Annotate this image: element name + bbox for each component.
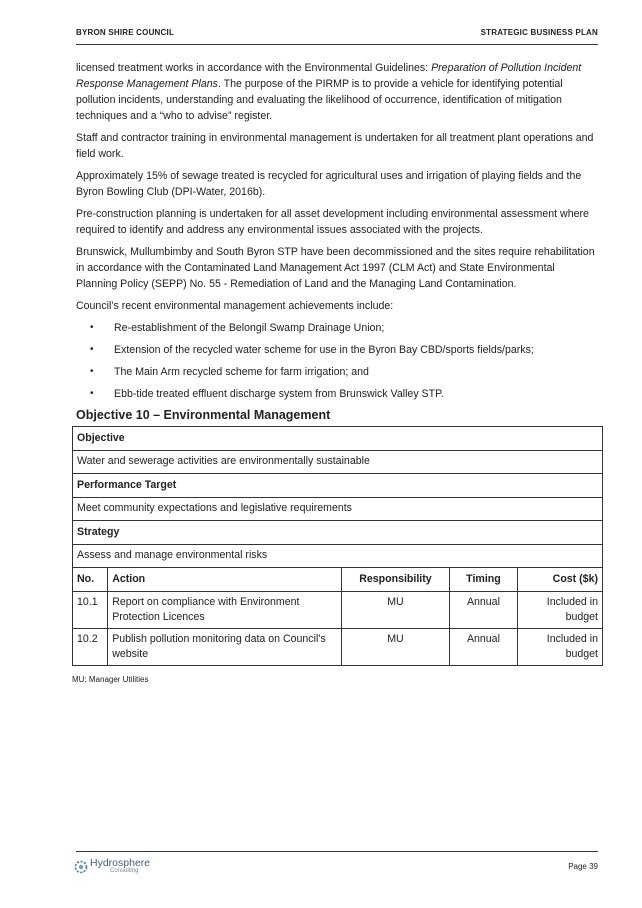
cell-responsibility: MU: [342, 592, 450, 629]
column-header-action: Action: [108, 568, 342, 592]
table-row: [73, 545, 603, 568]
paragraph-pirmp-end: . The purpose of the PIRMP is to provide a vehicle for identifying potential pollution incidents, understanding and evaluating the likelihood of occurrence, identification of mitigation techniques and a “who to advise” register.: [76, 78, 563, 122]
table-row: [73, 498, 603, 521]
header-document-title: STRATEGIC BUSINESS PLAN: [480, 28, 598, 37]
bullet-icon: •: [90, 322, 94, 333]
cell-timing: Annual: [449, 629, 517, 666]
page-number: Page 39: [568, 862, 598, 871]
cell-responsibility: MU: [342, 629, 450, 666]
cell-cost: Included in budget: [518, 592, 603, 629]
performance-target-text: Meet community expectations and legislative requirements: [73, 498, 603, 521]
paragraph-decommissioned: Brunswick, Mullumbimby and South Byron STP have been decommissioned and the sites require rehabilitation in accordance with the Contaminated Land Management Act 1997 (CLM Act) and State Environmental Planning Policy (SEPP) No. 55 - Remediation of Land and the Managing Land Contamination.: [76, 246, 595, 290]
column-header-timing: Timing: [449, 568, 517, 592]
cell-cost: Included in budget: [518, 629, 603, 666]
performance-target-label: Performance Target: [73, 474, 603, 498]
bullet-icon: •: [90, 388, 94, 399]
list-item: [76, 342, 598, 358]
page-header: [76, 28, 598, 45]
column-header-responsibility: Responsibility: [342, 568, 450, 592]
cell-action: Report on compliance with Environment Protection Licences: [108, 592, 342, 629]
paragraph-achievements-intro: Council’s recent environmental management achievements include:: [76, 300, 394, 312]
bullet-icon: •: [90, 344, 94, 355]
paragraph-recycling: Approximately 15% of sewage treated is recycled for agricultural uses and irrigation of playing fields and the Byron Bowling Club (DPI-Water, 2016b).: [76, 170, 582, 198]
cell-timing: Annual: [449, 592, 517, 629]
table-row: [73, 629, 603, 666]
column-header-cost: Cost ($k): [518, 568, 603, 592]
objective-heading: Objective 10 – Environmental Management: [76, 408, 331, 422]
list-item-text: Extension of the recycled water scheme for use in the Byron Bay CBD/sports fields/parks;: [114, 344, 534, 356]
achievements-list: [76, 320, 598, 402]
table-row: [73, 427, 603, 451]
page-footer: [76, 851, 598, 882]
table-row: [73, 474, 603, 498]
cell-action: Publish pollution monitoring data on Council’s website: [108, 629, 342, 666]
hydrosphere-logo-icon: [72, 859, 90, 875]
table-row: [73, 451, 603, 474]
table-row: [73, 521, 603, 545]
logo-subtext: Consulting: [110, 868, 139, 874]
list-item-text: The Main Arm recycled scheme for farm irrigation; and: [114, 366, 369, 378]
logo-text: Hydrosphere: [90, 857, 151, 869]
column-header-no: No.: [73, 568, 108, 592]
objective-text: Water and sewerage activities are environmentally sustainable: [73, 451, 603, 474]
list-item: [76, 320, 598, 336]
paragraph-pirmp-start: licensed treatment works in accordance with the Environmental Guidelines:: [76, 62, 432, 74]
objective-table: [72, 426, 603, 666]
list-item-text: Ebb-tide treated effluent discharge system from Brunswick Valley STP.: [114, 388, 444, 400]
cell-no: 10.2: [73, 629, 108, 666]
header-organisation: BYRON SHIRE COUNCIL: [76, 28, 175, 37]
table-row: [73, 592, 603, 629]
hydrosphere-logo: [72, 858, 150, 875]
list-item-text: Re-establishment of the Belongil Swamp Drainage Union;: [114, 322, 385, 334]
page-body: [72, 60, 598, 688]
table-header-row: [73, 568, 603, 592]
strategy-label: Strategy: [73, 521, 603, 545]
table-footnote: MU: Manager Utilities: [72, 675, 149, 684]
guideline-title: Preparation of Pollution Incident Response Management Plans: [76, 62, 582, 90]
paragraph-preconstruction: Pre-construction planning is undertaken for all asset development including environmental assessment where required to identify and address any environmental issues associated with the projects.: [76, 208, 589, 236]
paragraph-training: Staff and contractor training in environmental management is undertaken for all treatment plant operations and field work.: [76, 132, 594, 160]
paragraph-pirmp: [76, 60, 598, 124]
bullet-icon: •: [90, 366, 94, 377]
objective-label: Objective: [73, 427, 603, 451]
list-item: [76, 364, 598, 380]
strategy-text: Assess and manage environmental risks: [73, 545, 603, 568]
cell-no: 10.1: [73, 592, 108, 629]
list-item: [76, 386, 598, 402]
